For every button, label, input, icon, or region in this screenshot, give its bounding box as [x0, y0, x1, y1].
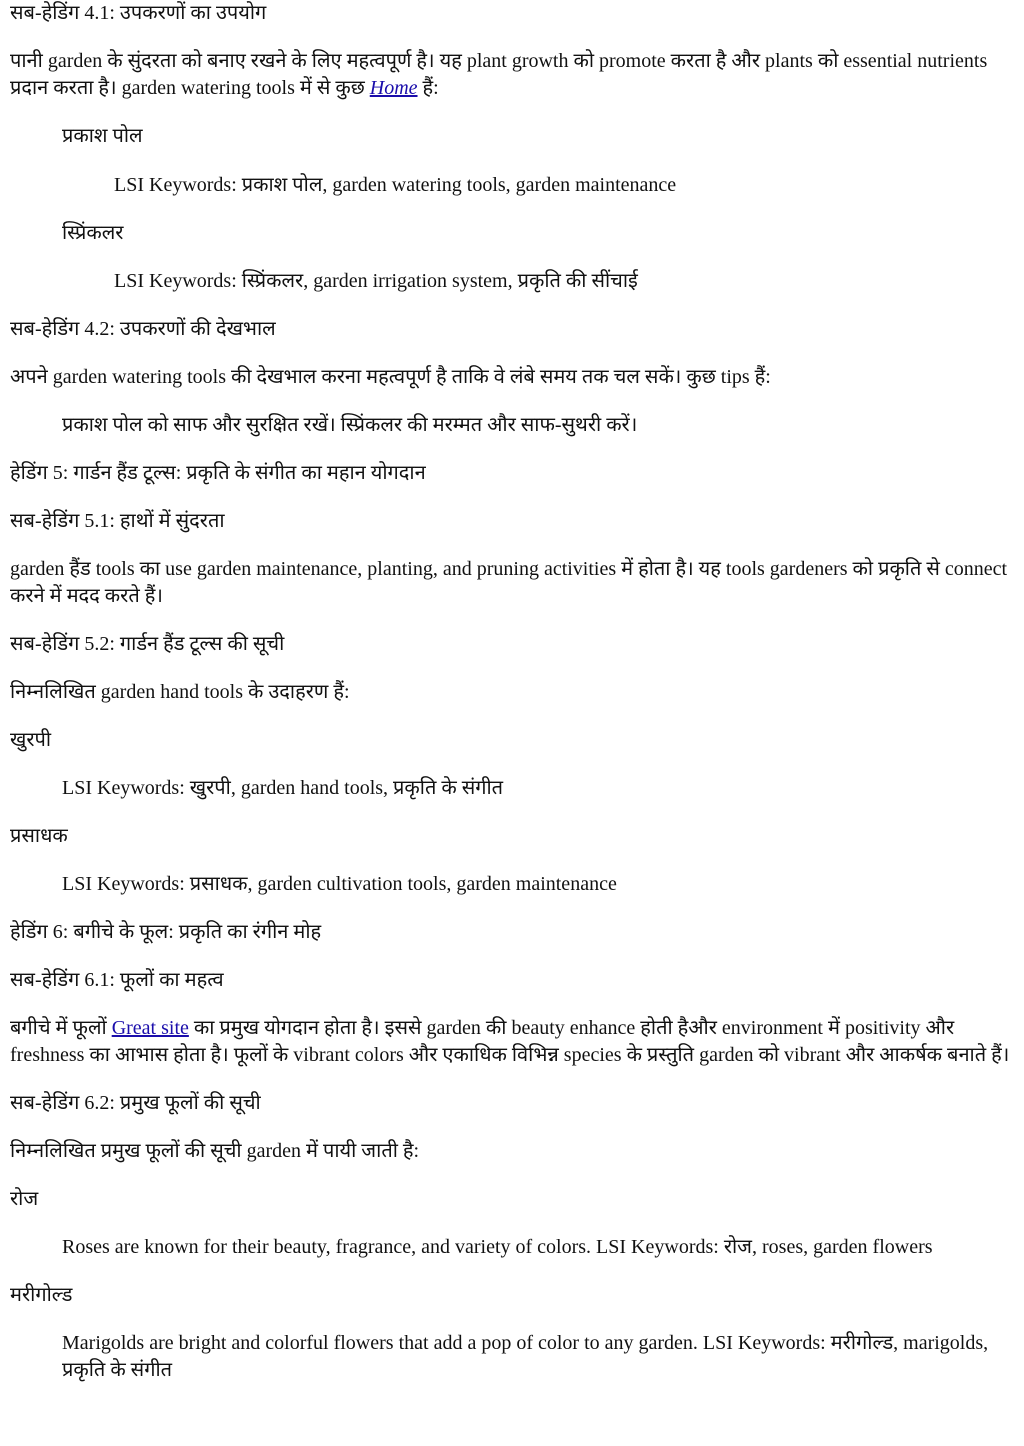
- lsi-keywords-sprinkler: LSI Keywords: स्प्रिंकलर, garden irrigation system, प्रकृति की सींचाई: [114, 270, 638, 292]
- list-item-marigold: मरीगोल्ड: [10, 1284, 73, 1306]
- heading-5: हेडिंग 5: गार्डन हैंड टूल्स: प्रकृति के संगीत का महान योगदान: [10, 462, 426, 484]
- list-item-sprinkler: स्प्रिंकलर: [62, 222, 124, 244]
- subheading-6-1: सब-हेडिंग 6.1: फूलों का महत्व: [10, 969, 224, 991]
- subheading-6-2: सब-हेडिंग 6.2: प्रमुख फूलों की सूची: [10, 1092, 261, 1114]
- home-link[interactable]: Home: [369, 77, 418, 99]
- paragraph-hand-tools: garden हैंड tools का use garden maintenance, planting, and pruning activities में होता है। यह tools gardeners को प्रकृति से connect करने में मदद करते हैं।: [10, 558, 1008, 607]
- great-site-link[interactable]: Great site: [111, 1017, 189, 1039]
- list-item-khurpi: खुरपी: [10, 729, 52, 751]
- paragraph-text: पानी garden के सुंदरता को बनाए रखने के लिए महत्वपूर्ण है। यह plant growth को promote करता है और plants को essential nutrients प्रदान करता है। garden watering tools में से कुछ: [10, 50, 988, 99]
- tool-care-tips: प्रकाश पोल को साफ और सुरक्षित रखें। स्प्रिंकलर की मरम्मत और साफ-सुथरी करें।: [62, 414, 638, 436]
- lsi-keywords-prasadhak: LSI Keywords: प्रसाधक, garden cultivation tools, garden maintenance: [62, 873, 617, 895]
- lsi-keywords-khurpi: LSI Keywords: खुरपी, garden hand tools, प्रकृति के संगीत: [62, 777, 504, 799]
- paragraph-text: हैं:: [417, 77, 439, 99]
- list-item-prakash-pol: प्रकाश पोल: [62, 125, 143, 147]
- paragraph-watering-intro: [10, 48, 1014, 102]
- rose-description: Roses are known for their beauty, fragrance, and variety of colors. LSI Keywords: रोज, roses, garden flowers: [62, 1236, 933, 1258]
- subheading-5-1: सब-हेडिंग 5.1: हाथों में सुंदरता: [10, 510, 225, 532]
- lsi-keywords-prakash-pol: LSI Keywords: प्रकाश पोल, garden watering tools, garden maintenance: [114, 174, 677, 196]
- list-item-prasadhak: प्रसाधक: [10, 825, 68, 847]
- subheading-4-1: सब-हेडिंग 4.1: उपकरणों का उपयोग: [10, 2, 267, 24]
- paragraph-tool-care: अपने garden watering tools की देखभाल करना महत्वपूर्ण है ताकि वे लंबे समय तक चल सकें। कुछ tips हैं:: [10, 366, 771, 388]
- paragraph-text: का प्रमुख योगदान होता है। इससे garden की beauty enhance होती हैऔर environment में positivity और freshness का आभास होता है। फूलों के vibrant colors और एकाधिक विभिन्न species के प्रस्तुति garden को vibrant और आकर्षक बनाते हैं।: [10, 1017, 1010, 1066]
- list-item-rose: रोज: [10, 1188, 39, 1210]
- paragraph-flowers-importance: [10, 1015, 1014, 1069]
- heading-6: हेडिंग 6: बगीचे के फूल: प्रकृति का रंगीन मोह: [10, 921, 322, 943]
- subheading-4-2: सब-हेडिंग 4.2: उपकरणों की देखभाल: [10, 318, 276, 340]
- subheading-5-2: सब-हेडिंग 5.2: गार्डन हैंड टूल्स की सूची: [10, 633, 285, 655]
- paragraph-hand-tools-examples: निम्नलिखित garden hand tools के उदाहरण हैं:: [10, 681, 350, 703]
- paragraph-flower-list-intro: निम्नलिखित प्रमुख फूलों की सूची garden में पायी जाती है:: [10, 1140, 420, 1162]
- marigold-description: Marigolds are bright and colorful flowers that add a pop of color to any garden. LSI Keywords: मरीगोल्ड, marigolds, प्रकृति के संगीत: [62, 1332, 989, 1381]
- paragraph-text: बगीचे में फूलों: [10, 1017, 112, 1039]
